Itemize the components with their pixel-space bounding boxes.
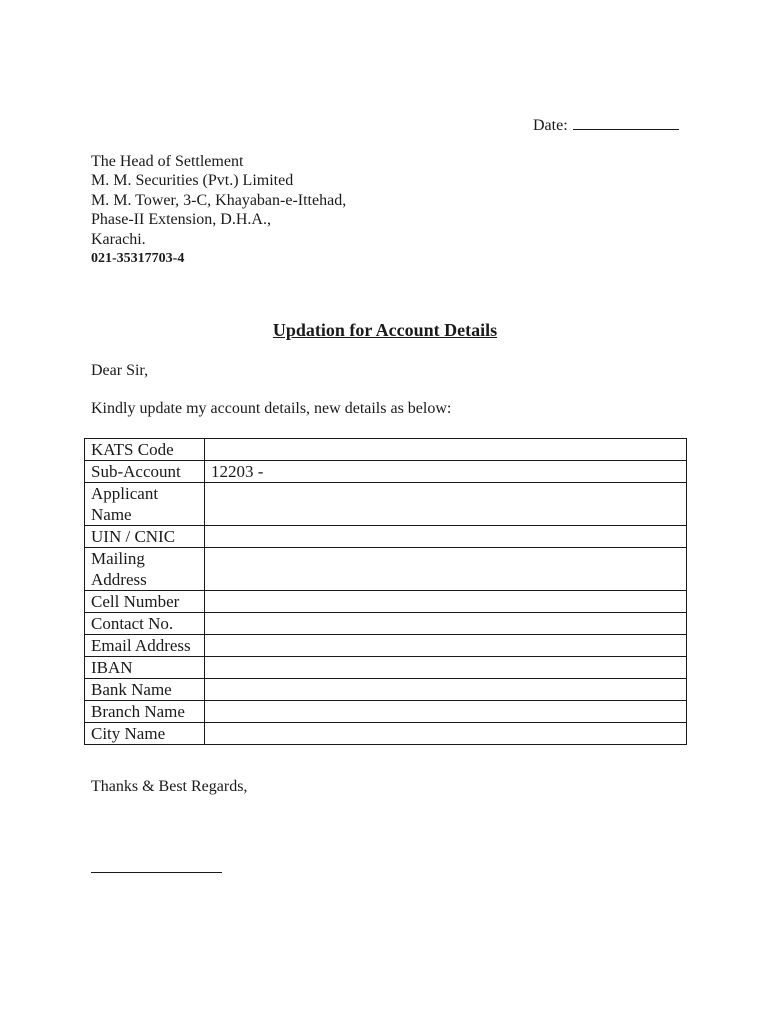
table-row: [85, 548, 687, 591]
row-label: Email Address: [85, 635, 205, 657]
table-row: [85, 461, 687, 483]
row-label: IBAN: [85, 657, 205, 679]
recipient-phone: 021-35317703-4: [91, 251, 185, 267]
date-line: [533, 114, 679, 135]
address-line: Phase-II Extension, D.H.A.,: [91, 211, 271, 229]
address-line: Karachi.: [91, 230, 146, 248]
row-label: Sub-Account: [85, 461, 205, 483]
row-label: Cell Number: [85, 591, 205, 613]
closing-text: Thanks & Best Regards,: [91, 778, 248, 795]
table-row: [85, 526, 687, 548]
row-value: [205, 657, 687, 679]
account-details-table: [84, 438, 687, 745]
table-row: [85, 483, 687, 526]
row-label: UIN / CNIC: [85, 526, 205, 548]
row-value: 12203 -: [205, 461, 687, 483]
table-row: [85, 679, 687, 701]
row-value: [205, 613, 687, 635]
date-blank: [573, 114, 679, 130]
address-line: M. M. Securities (Pvt.) Limited: [91, 172, 294, 190]
row-value: [205, 526, 687, 548]
row-label: City Name: [85, 723, 205, 745]
row-label: Applicant Name: [85, 483, 205, 526]
row-label: Branch Name: [85, 701, 205, 723]
row-value: [205, 679, 687, 701]
table-row: [85, 591, 687, 613]
table-row: [85, 439, 687, 461]
intro-text: Kindly update my account details, new details as below:: [91, 400, 452, 417]
salutation: Dear Sir,: [91, 362, 149, 379]
letter-subject: Updation for Account Details: [272, 320, 498, 340]
row-value: [205, 548, 687, 591]
row-label: KATS Code: [85, 439, 205, 461]
row-label: Bank Name: [85, 679, 205, 701]
table-row: [85, 635, 687, 657]
recipient-address: [91, 152, 346, 268]
row-value: [205, 483, 687, 526]
row-value: [205, 701, 687, 723]
row-label: Contact No.: [85, 613, 205, 635]
table-row: [85, 723, 687, 745]
row-value: [205, 635, 687, 657]
row-value: [205, 439, 687, 461]
address-line: M. M. Tower, 3-C, Khayaban-e-Ittehad,: [91, 191, 347, 209]
signature-line: [91, 872, 222, 873]
row-value: [205, 591, 687, 613]
date-label: Date:: [533, 117, 568, 134]
table-row: [85, 701, 687, 723]
table-row: [85, 613, 687, 635]
row-label: Mailing Address: [85, 548, 205, 591]
table-row: [85, 657, 687, 679]
row-value: [205, 723, 687, 745]
address-line: The Head of Settlement: [91, 153, 244, 170]
